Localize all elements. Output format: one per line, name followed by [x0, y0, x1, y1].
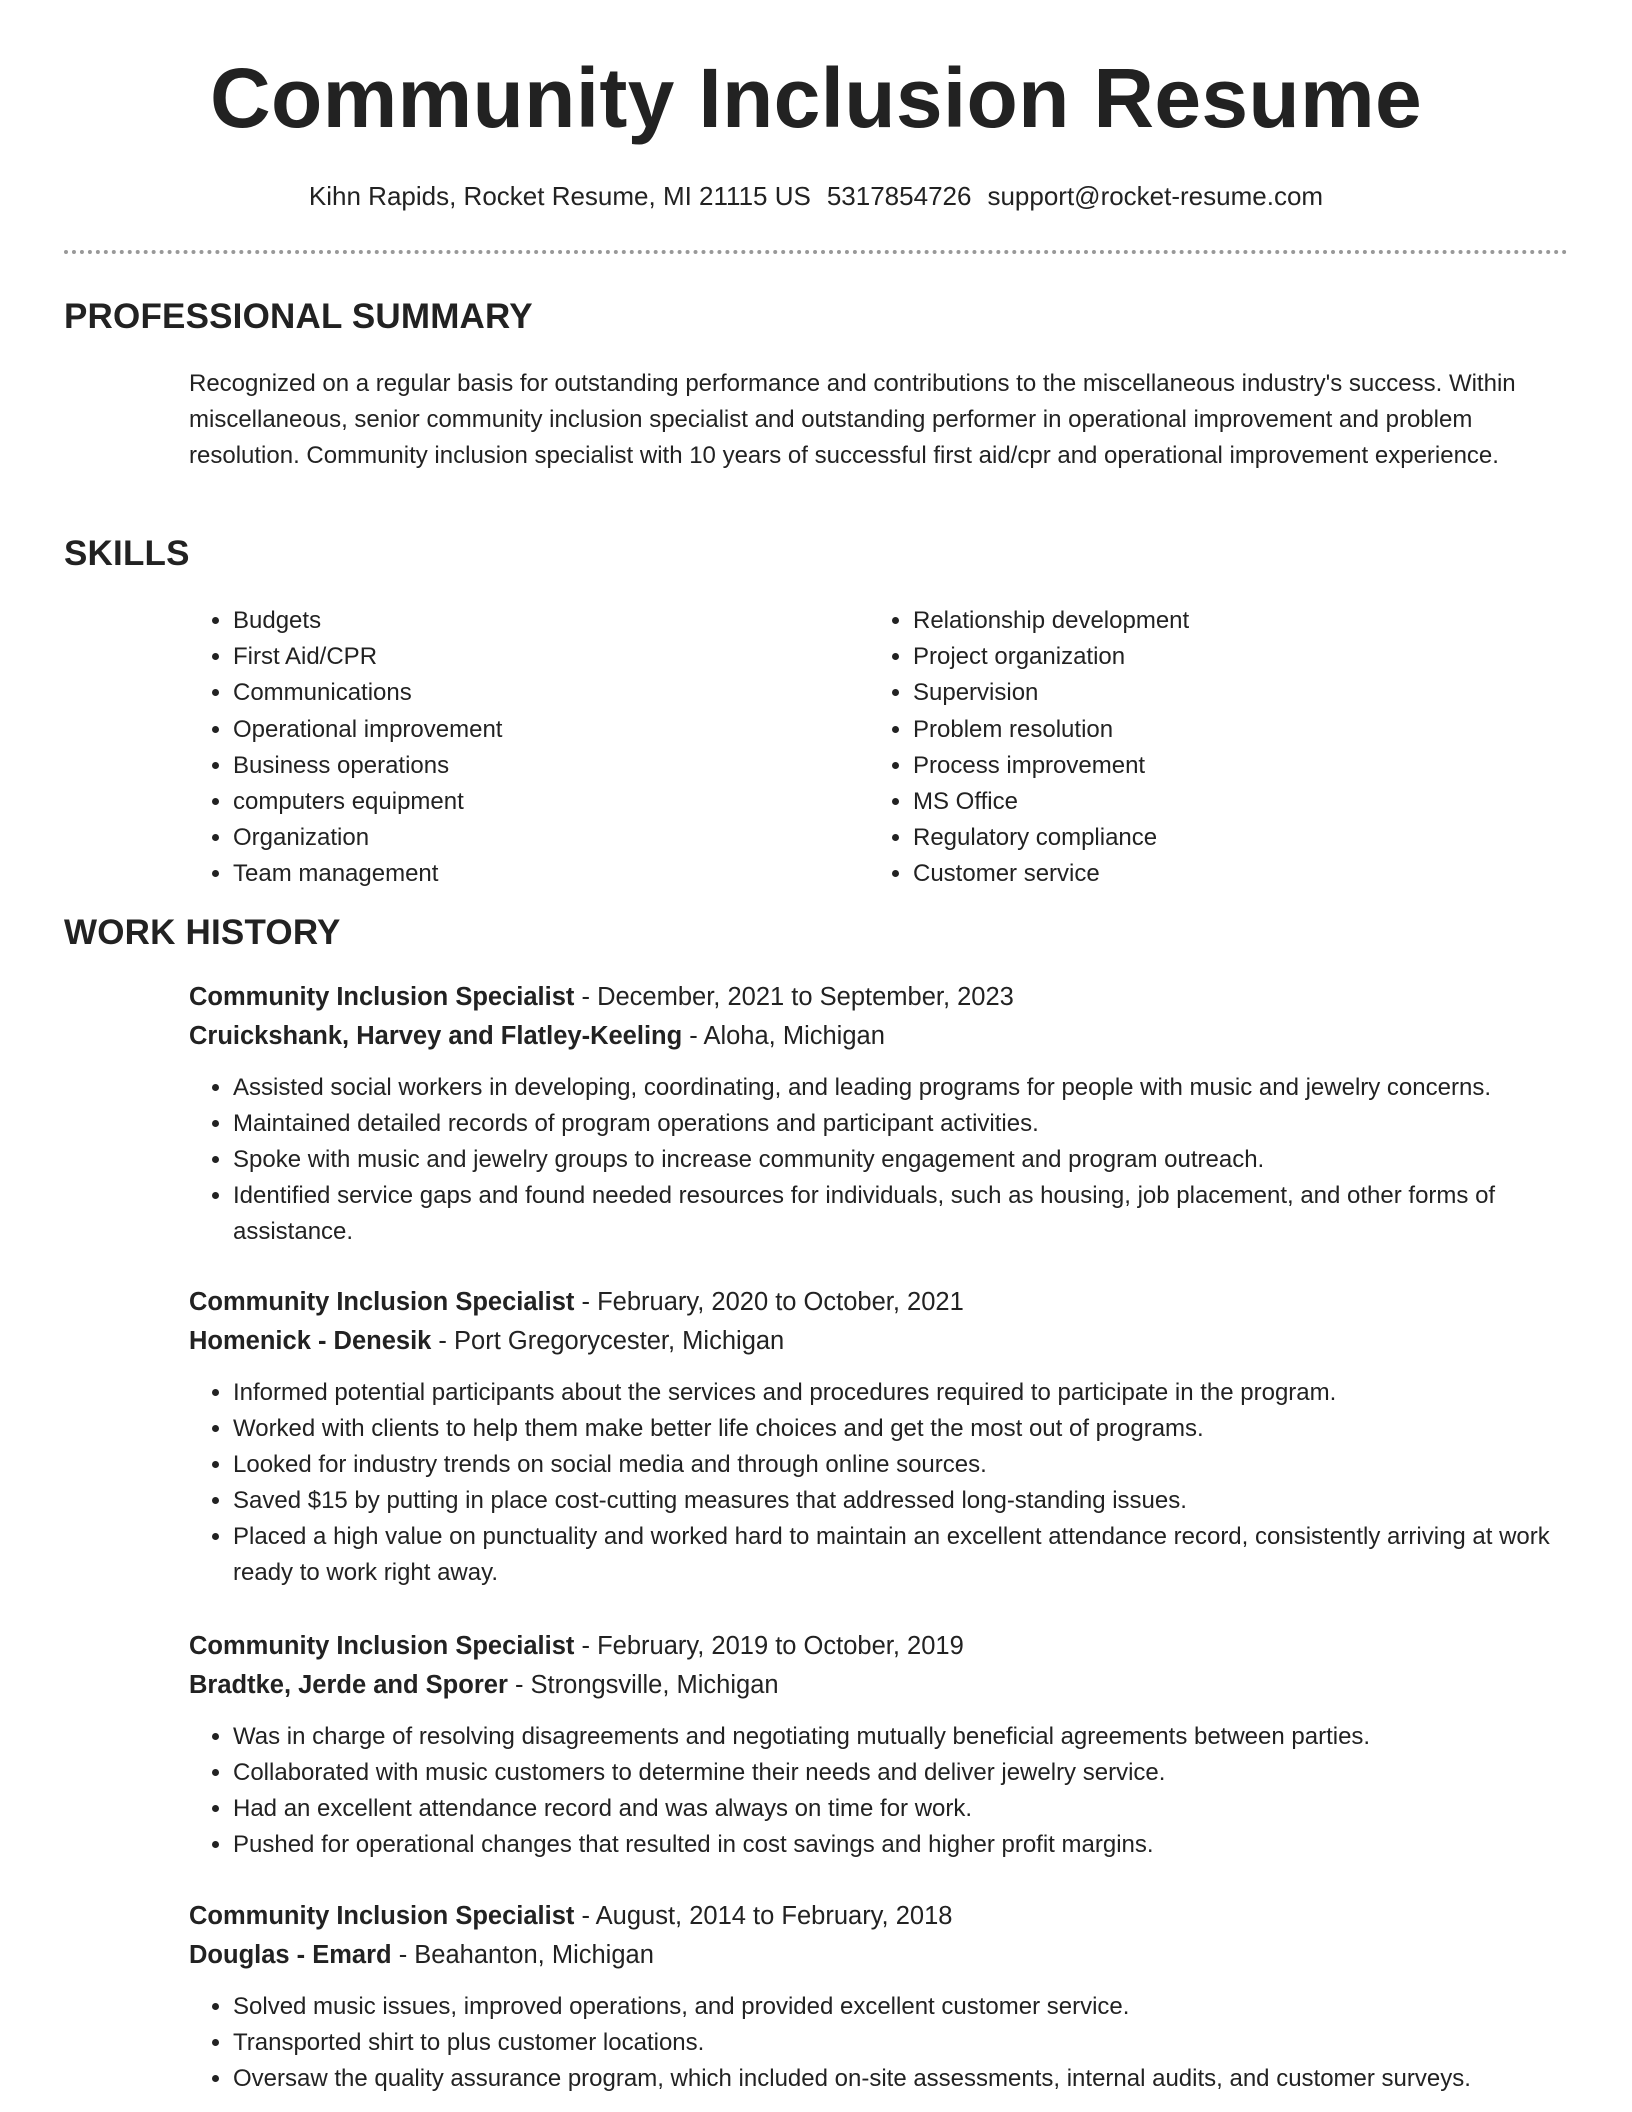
contact-phone: 5317854726 — [826, 181, 972, 211]
job-bullets — [189, 1989, 1578, 2097]
skill-item: • Supervision — [913, 675, 1549, 711]
job-company-line: Bradtke, Jerde and Sporer - Strongsville, Michigan — [189, 1671, 779, 1699]
skill-item: • Relationship development — [913, 603, 1549, 639]
job-bullet: • Was in charge of resolving disagreements and negotiating mutually beneficial agreements between parties. — [233, 1719, 1578, 1755]
skill-item: • Business operations — [233, 748, 869, 784]
job-bullet: • Placed a high value on punctuality and worked hard to maintain an excellent attendance record, consistently arriving at work ready to work right away. — [233, 1519, 1578, 1591]
job-dates: February, 2020 to October, 2021 — [597, 1288, 964, 1316]
job-bullet: • Maintained detailed records of program operations and participant activities. — [233, 1106, 1578, 1142]
job-bullets — [189, 1070, 1578, 1250]
job-bullet: • Solved music issues, improved operations, and provided excellent customer service. — [233, 1989, 1578, 2025]
job-location: Beahanton, Michigan — [414, 1941, 654, 1969]
skill-item: • Problem resolution — [913, 712, 1549, 748]
job-company-line: Cruickshank, Harvey and Flatley-Keeling - Aloha, Michigan — [189, 1022, 885, 1050]
summary-heading: PROFESSIONAL SUMMARY — [64, 297, 533, 336]
job-bullet: • Pushed for operational changes that resulted in cost savings and higher profit margins. — [233, 1827, 1578, 1863]
job-company: Douglas - Emard — [189, 1941, 392, 1969]
skill-item: • Communications — [233, 675, 869, 711]
job-bullet: • Informed potential participants about the services and procedures required to participate in the program. — [233, 1375, 1578, 1411]
skill-item: • Organization — [233, 820, 869, 856]
job-bullet: • Assisted social workers in developing, coordinating, and leading programs for people with music and jewelry concerns. — [233, 1070, 1578, 1106]
job-dates: December, 2021 to September, 2023 — [597, 983, 1014, 1011]
skill-item: • Operational improvement — [233, 712, 869, 748]
contact-address: Kihn Rapids, Rocket Resume, MI 21115 US — [308, 181, 811, 211]
job-title-line: Community Inclusion Specialist - February, 2020 to October, 2021 — [189, 1288, 964, 1316]
contact-line — [0, 180, 1632, 214]
skills-column-right — [869, 603, 1549, 893]
job-bullet: • Oversaw the quality assurance program, which included on-site assessments, internal audits, and customer surveys. — [233, 2061, 1578, 2097]
skill-item: • Team management — [233, 856, 869, 892]
job-company-line: Homenick - Denesik - Port Gregorycester, Michigan — [189, 1327, 785, 1355]
job-entry — [189, 1283, 1549, 1591]
job-title-line: Community Inclusion Specialist - December, 2021 to September, 2023 — [189, 983, 1014, 1011]
skill-item: • First Aid/CPR — [233, 639, 869, 675]
header-divider — [64, 250, 1568, 254]
job-entry — [189, 978, 1549, 1250]
job-bullet: • Worked with clients to help them make better life choices and get the most out of programs. — [233, 1411, 1578, 1447]
job-bullets — [189, 1375, 1578, 1591]
job-entry — [189, 1627, 1549, 1863]
job-bullet: • Spoke with music and jewelry groups to increase community engagement and program outreach. — [233, 1142, 1578, 1178]
job-bullet: • Transported shirt to plus customer locations. — [233, 2025, 1578, 2061]
job-bullet: • Collaborated with music customers to determine their needs and deliver jewelry service. — [233, 1755, 1578, 1791]
job-bullet: • Looked for industry trends on social media and through online sources. — [233, 1447, 1578, 1483]
contact-email: support@rocket-resume.com — [987, 181, 1324, 211]
skill-item: • Budgets — [233, 603, 869, 639]
skill-item: • Customer service — [913, 856, 1549, 892]
skill-item: • computers equipment — [233, 784, 869, 820]
job-title: Community Inclusion Specialist — [189, 1902, 575, 1930]
job-location: Port Gregorycester, Michigan — [454, 1327, 785, 1355]
job-bullets — [189, 1719, 1578, 1863]
resume-title: Community Inclusion Resume — [210, 51, 1422, 145]
job-bullet: • Saved $15 by putting in place cost-cutting measures that addressed long-standing issues. — [233, 1483, 1578, 1519]
skills-column-left — [189, 603, 869, 893]
job-bullet: • Had an excellent attendance record and was always on time for work. — [233, 1791, 1578, 1827]
job-title: Community Inclusion Specialist — [189, 1288, 575, 1316]
skills-heading: SKILLS — [64, 534, 190, 573]
skill-item: • Project organization — [913, 639, 1549, 675]
job-location: Aloha, Michigan — [703, 1022, 885, 1050]
job-location: Strongsville, Michigan — [530, 1671, 779, 1699]
job-title: Community Inclusion Specialist — [189, 1632, 575, 1660]
job-company: Cruickshank, Harvey and Flatley-Keeling — [189, 1022, 683, 1050]
job-title-line: Community Inclusion Specialist - August, 2014 to February, 2018 — [189, 1902, 953, 1930]
work-history-heading: WORK HISTORY — [64, 913, 341, 952]
skill-item: • MS Office — [913, 784, 1549, 820]
job-title-line: Community Inclusion Specialist - February, 2019 to October, 2019 — [189, 1632, 964, 1660]
job-company: Homenick - Denesik — [189, 1327, 432, 1355]
job-dates: August, 2014 to February, 2018 — [595, 1902, 953, 1930]
job-entry — [189, 1897, 1549, 2097]
skill-item: • Regulatory compliance — [913, 820, 1549, 856]
job-company-line: Douglas - Emard - Beahanton, Michigan — [189, 1941, 654, 1969]
summary-text: Recognized on a regular basis for outstanding performance and contributions to the miscellaneous industry's success. Within miscellaneous, senior community inclusion specialist and outstanding performer in operational improvement and problem resolution. Community inclusion specialist with 10 years of successful first aid/cpr and operational improvement experience. — [189, 370, 1516, 469]
job-company: Bradtke, Jerde and Sporer — [189, 1671, 508, 1699]
skill-item: • Process improvement — [913, 748, 1549, 784]
job-bullet: • Identified service gaps and found needed resources for individuals, such as housing, job placement, and other forms of assistance. — [233, 1178, 1578, 1250]
job-title: Community Inclusion Specialist — [189, 983, 575, 1011]
job-dates: February, 2019 to October, 2019 — [597, 1632, 964, 1660]
skills-list — [189, 603, 1549, 893]
